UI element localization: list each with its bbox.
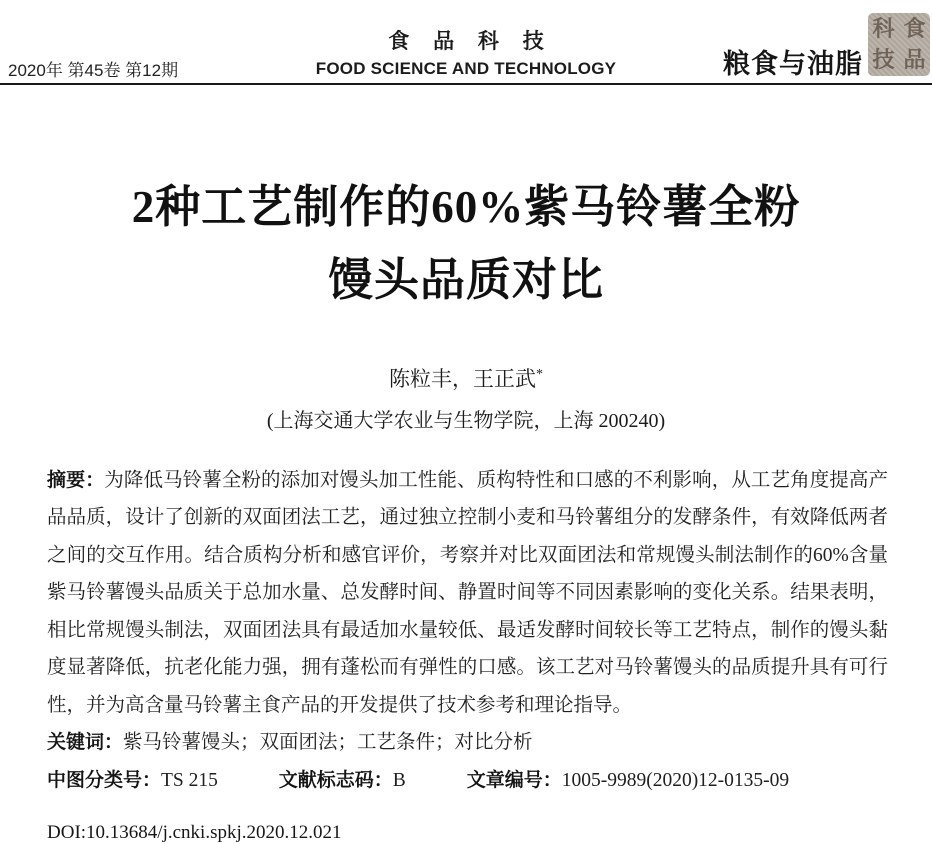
journal-masthead <box>0 0 932 85</box>
seal-char: 品 <box>903 47 926 73</box>
doi-line: DOI:10.13684/j.cnki.spkj.2020.12.021 <box>47 822 342 844</box>
journal-seal-stamp-icon <box>868 13 930 76</box>
author-names: 陈粒丰，王正武 <box>389 366 536 391</box>
doc-code-label: 文献标志码： <box>278 769 393 791</box>
abstract-label: 摘要： <box>47 469 105 491</box>
issue-info: 2020年 第45卷 第12期 <box>8 61 179 80</box>
abstract-text: 为降低马铃薯全粉的添加对馒头加工性能、质构特性和口感的不利影响，从工艺角度提高产品品质，设计了创新的双面团法工艺，通过独立控制小麦和马铃薯组分的发酵条件，有效降低两者之间的交互作用。结合质构分析和感官评价，考察并对比双面团法和常规馒头制法制作的60%含量紫马铃薯馒头品质关于总加水量、总发酵时间、静置时间等不同因素影响的变化关系。结果表明，相比常规馒头制法，双面团法具有最适加水量较低、最适发酵时间较长等工艺特点，制作的馒头黏度显著降低，抗老化能力强，拥有蓬松而有弹性的口感。该工艺对马铃薯馒头的品质提升具有可行性，并为高含量马铃薯主食产品的开发提供了技术参考和理论指导。 <box>47 469 888 716</box>
seal-char: 技 <box>872 47 895 73</box>
affiliation-line: (上海交通大学农业与生物学院，上海 200240) <box>266 409 666 432</box>
doc-code-value: B <box>392 769 406 791</box>
article-title-line2: 馒头品质对比 <box>327 254 604 305</box>
seal-char: 食 <box>903 15 926 41</box>
article-id-value: 1005-9989(2020)12-0135-09 <box>561 769 790 791</box>
classification-line <box>0 762 932 800</box>
seal-char: 科 <box>872 15 895 41</box>
keywords-text: 紫马铃薯馒头；双面团法；工艺条件；对比分析 <box>123 732 533 754</box>
header-divider <box>0 83 932 85</box>
journal-name-cn: 食 品 科 技 <box>388 30 553 53</box>
abstract-paragraph <box>0 462 932 725</box>
keywords-line <box>0 724 932 762</box>
author-line <box>0 363 932 393</box>
corresponding-author-mark: * <box>536 366 543 382</box>
partner-journal-name: 粮食与油脂 <box>723 49 863 79</box>
article-title <box>0 171 932 317</box>
keywords-label: 关键词： <box>47 732 124 754</box>
article-front-matter <box>0 171 932 844</box>
partner-journal-block <box>723 13 930 81</box>
journal-name-en: FOOD SCIENCE AND TECHNOLOGY <box>315 59 617 78</box>
article-id-label: 文章编号： <box>466 769 562 791</box>
article-title-line1: 2种工艺制作的60%紫马铃薯全粉 <box>131 182 801 232</box>
clc-label: 中图分类号： <box>47 769 162 791</box>
clc-value: TS 215 <box>161 769 218 791</box>
